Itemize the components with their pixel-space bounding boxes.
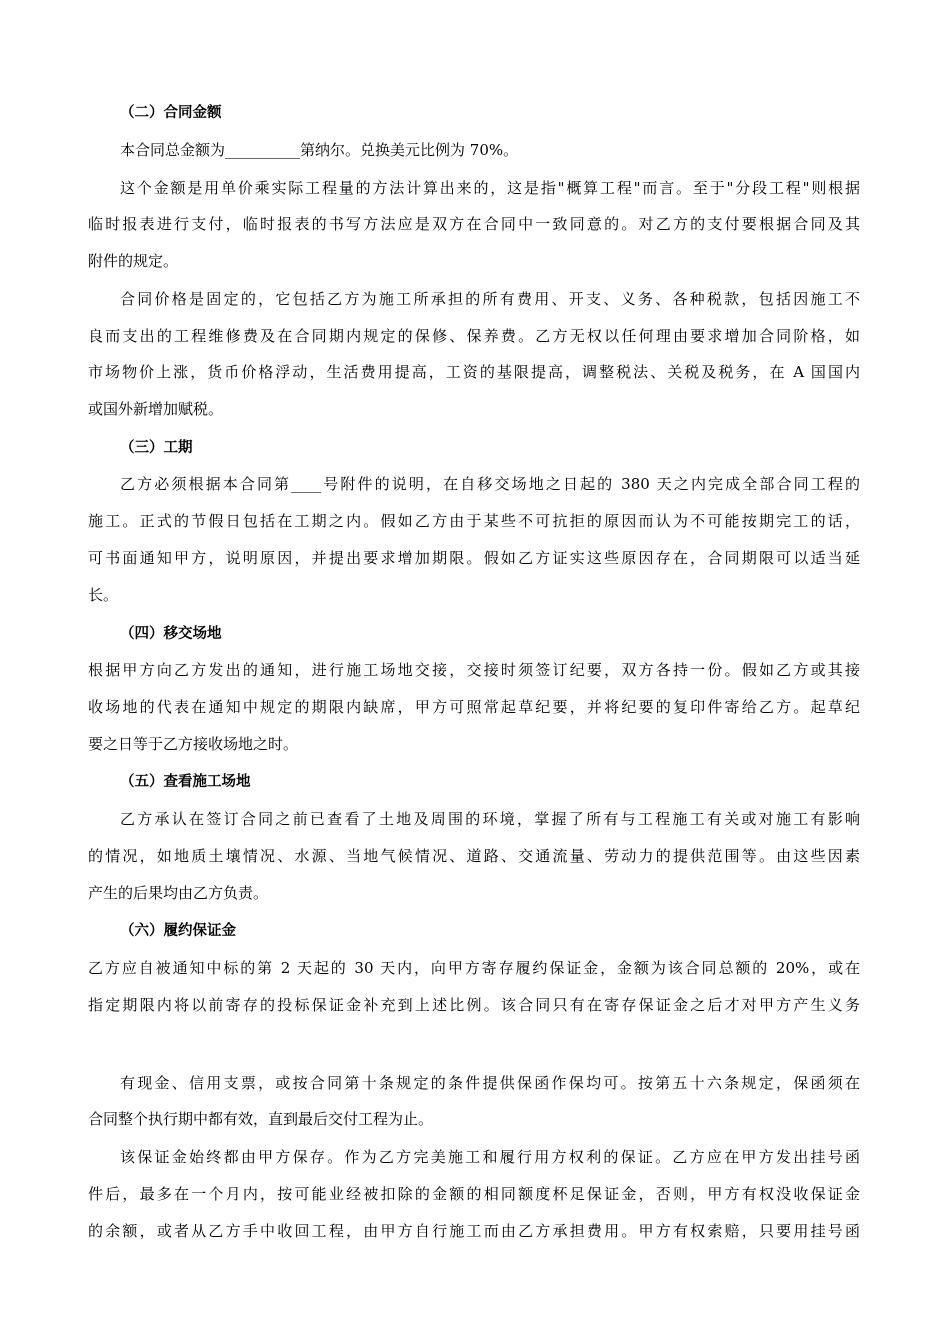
paragraph-line: 本合同总金额为__________第纳尔。兑换美元比例为 70%。: [120, 141, 519, 159]
paragraph-line: 该保证金始终都由甲方保存。作为乙方完美施工和履行用方权利的保证。乙方应在甲方发出挂号函: [120, 1148, 860, 1166]
paragraph-line: 产生的后果均由乙方负责。: [88, 884, 269, 902]
paragraph-line: 要之日等于乙方接收场地之时。: [88, 735, 299, 753]
paragraph-line: 这个金额是用单价乘实际工程量的方法计算出来的，这是指"概算工程"而言。至于"分段工程"则根据: [120, 179, 860, 197]
paragraph-line: 施工。正式的节假日包括在工期之内。假如乙方由于某些不可抗拒的原因而认为不可能按期完工的话，: [88, 512, 860, 530]
paragraph-line: 乙方应自被通知中标的第 2 天起的 30 天内，向甲方寄存履约保证金，金额为该合同总额的 20%，或在: [88, 959, 860, 977]
section-heading-schedule: （三）工期: [120, 440, 193, 456]
paragraph-line: 收场地的代表在通知中规定的期限内缺席，甲方可照常起草纪要，并将纪要的复印件寄给乙方。起草纪: [88, 698, 860, 716]
paragraph-line: 市场物价上涨，货币价格浮动，生活费用提高，工资的基限提高，调整税法、关税及税务，在 A 国国内: [88, 363, 860, 381]
paragraph-line: 或国外新增加赋税。: [88, 400, 224, 418]
section-heading-site-handover: （四）移交场地: [120, 626, 222, 642]
paragraph-line: 合同整个执行期中都有效，直到最后交付工程为止。: [88, 1110, 434, 1128]
section-heading-contract-amount: （二）合同金额: [120, 105, 222, 121]
paragraph-line: 的情况，如地质土壤情况、水源、当地气候情况、道路、交通流量、劳动力的提供范围等。由这些因素: [88, 847, 860, 865]
paragraph-line: 乙方必须根据本合同第____号附件的说明，在自移交场地之日起的 380 天之内完成全部合同工程的: [120, 475, 860, 493]
paragraph-line: 件后，最多在一个月内，按可能业经被扣除的金额的相同额度杯足保证金，否则，甲方有权没收保证金: [88, 1185, 860, 1203]
paragraph-line: 附件的规定。: [88, 252, 179, 270]
section-heading-performance-bond: （六）履约保证金: [120, 923, 236, 939]
paragraph-line: 临时报表进行支付，临时报表的书写方法应是双方在合同中一致同意的。对乙方的支付要根据合同及其: [88, 215, 860, 233]
paragraph-line: 根据甲方向乙方发出的通知，进行施工场地交接，交接时须签订纪要，双方各持一份。假如乙方或其接: [88, 661, 860, 679]
paragraph-line: 乙方承认在签订合同之前已查看了土地及周围的环境，掌握了所有与工程施工有关或对施工有影响: [120, 810, 860, 828]
paragraph-line: 良而支出的工程维修费及在合同期内规定的保修、保养费。乙方无权以任何理由要求增加合同阶格，如: [88, 327, 860, 345]
paragraph-line: 长。: [88, 586, 119, 604]
paragraph-line: 可书面通知甲方，说明原因，并提出要求增加期限。假如乙方证实这些原因存在，合同期限可以适当延: [88, 549, 860, 567]
paragraph-line: 指定期限内将以前寄存的投标保证金补充到上述比例。该合同只有在寄存保证金之后才对甲方产生义务: [88, 996, 860, 1014]
paragraph-line: 合同价格是固定的，它包括乙方为施工所承担的所有费用、开支、义务、各种税款，包括因施工不: [120, 290, 860, 308]
section-heading-site-inspection: （五）查看施工场地: [120, 774, 251, 790]
paragraph-line: 的余额，或者从乙方手中收回工程，由甲方自行施工而由乙方承担费用。甲方有权索赔，只要用挂号函: [88, 1222, 860, 1240]
paragraph-line: 有现金、信用支票，或按合同第十条规定的条件提供保函作保均可。按第五十六条规定，保函须在: [120, 1074, 860, 1092]
